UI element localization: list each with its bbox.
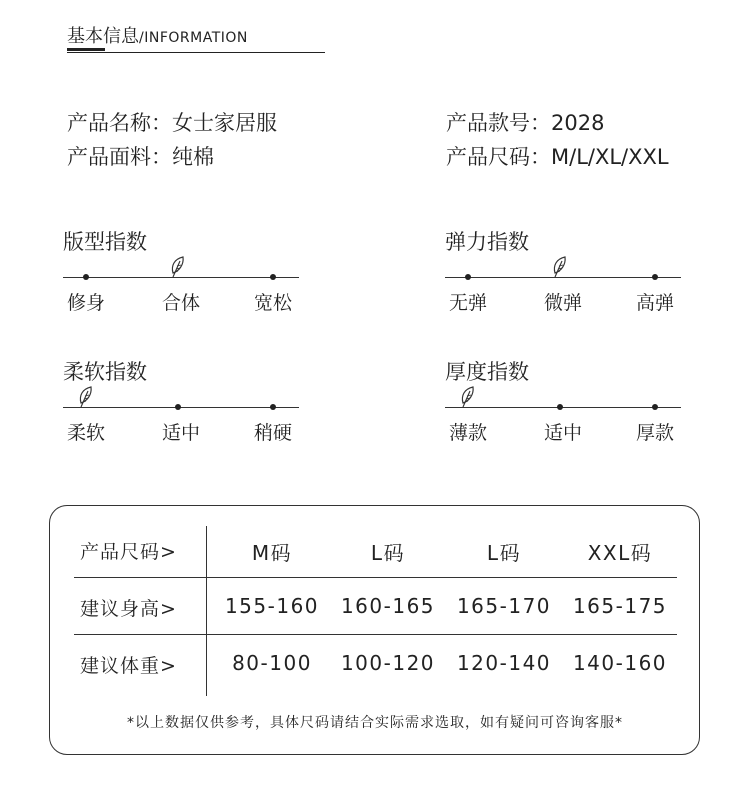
scale-title: 柔软指数 [63, 360, 147, 384]
table-vertical-divider [206, 526, 207, 696]
leaf-icon [78, 386, 94, 408]
scale-dot [175, 404, 181, 410]
table-cell: L码 [370, 541, 406, 565]
header-title-en: /INFORMATION [139, 30, 248, 46]
table-row-divider [74, 634, 677, 635]
header-title-zh: 基本信息 [67, 26, 139, 47]
leaf-icon [552, 256, 568, 278]
scale-label-low: 薄款 [448, 422, 488, 444]
product-style-label: 产品款号： [446, 111, 551, 135]
header-underline-accent [67, 48, 105, 51]
product-fabric-value: 纯棉 [172, 145, 214, 169]
product-style-number [446, 107, 604, 137]
scale-line [63, 407, 299, 408]
scale-label-high: 厚款 [635, 422, 675, 444]
scale-dot [652, 404, 658, 410]
table-cell: 165-170 [456, 594, 552, 618]
table-cell: 165-175 [572, 594, 668, 618]
scale-label-low: 无弹 [448, 292, 488, 314]
product-size-value: M/L/XL/XXL [551, 145, 669, 169]
table-footnote: *以上数据仅供参考，具体尺码请结合实际需求选取，如有疑问可咨询客服* [127, 715, 623, 731]
table-cell: 155-160 [224, 594, 320, 618]
product-fabric-label: 产品面料： [67, 145, 172, 169]
scale-title: 弹力指数 [445, 230, 529, 254]
scale-label-mid: 适中 [543, 422, 583, 444]
table-cell: L码 [486, 541, 522, 565]
product-fabric [67, 141, 214, 171]
scale-dot [83, 274, 89, 280]
table-cell: 120-140 [456, 651, 552, 675]
leaf-icon [460, 386, 476, 408]
scale-dot [270, 274, 276, 280]
product-size-label: 产品尺码： [446, 145, 551, 169]
table-cell: XXL码 [587, 541, 653, 565]
scale-label-high: 宽松 [253, 292, 293, 314]
scale-dot [465, 274, 471, 280]
row-header-height: 建议身高> [80, 598, 177, 620]
table-row-divider [74, 577, 677, 578]
section-header [67, 22, 325, 53]
scale-title: 厚度指数 [445, 360, 529, 384]
row-header-weight: 建议体重> [80, 655, 177, 677]
leaf-icon [170, 256, 186, 278]
scale-dot [270, 404, 276, 410]
table-cell: 140-160 [572, 651, 668, 675]
product-name-value: 女士家居服 [172, 111, 277, 135]
scale-dot [652, 274, 658, 280]
row-header-size: 产品尺码> [80, 541, 177, 563]
scale-dot [557, 404, 563, 410]
scale-line [445, 407, 681, 408]
scale-label-high: 稍硬 [253, 422, 293, 444]
scale-label-low: 柔软 [66, 422, 106, 444]
product-name [67, 107, 277, 137]
product-size [446, 141, 669, 171]
product-style-value: 2028 [551, 111, 605, 135]
scale-label-mid: 适中 [161, 422, 201, 444]
scale-label-high: 高弹 [635, 292, 675, 314]
scale-title: 版型指数 [63, 230, 147, 254]
table-cell: 160-165 [340, 594, 436, 618]
table-cell: 100-120 [340, 651, 436, 675]
scale-label-mid: 微弹 [543, 292, 583, 314]
scale-label-mid: 合体 [161, 292, 201, 314]
table-cell: 80-100 [232, 651, 312, 675]
table-cell: M码 [251, 541, 293, 565]
scale-label-low: 修身 [66, 292, 106, 314]
product-name-label: 产品名称： [67, 111, 172, 135]
